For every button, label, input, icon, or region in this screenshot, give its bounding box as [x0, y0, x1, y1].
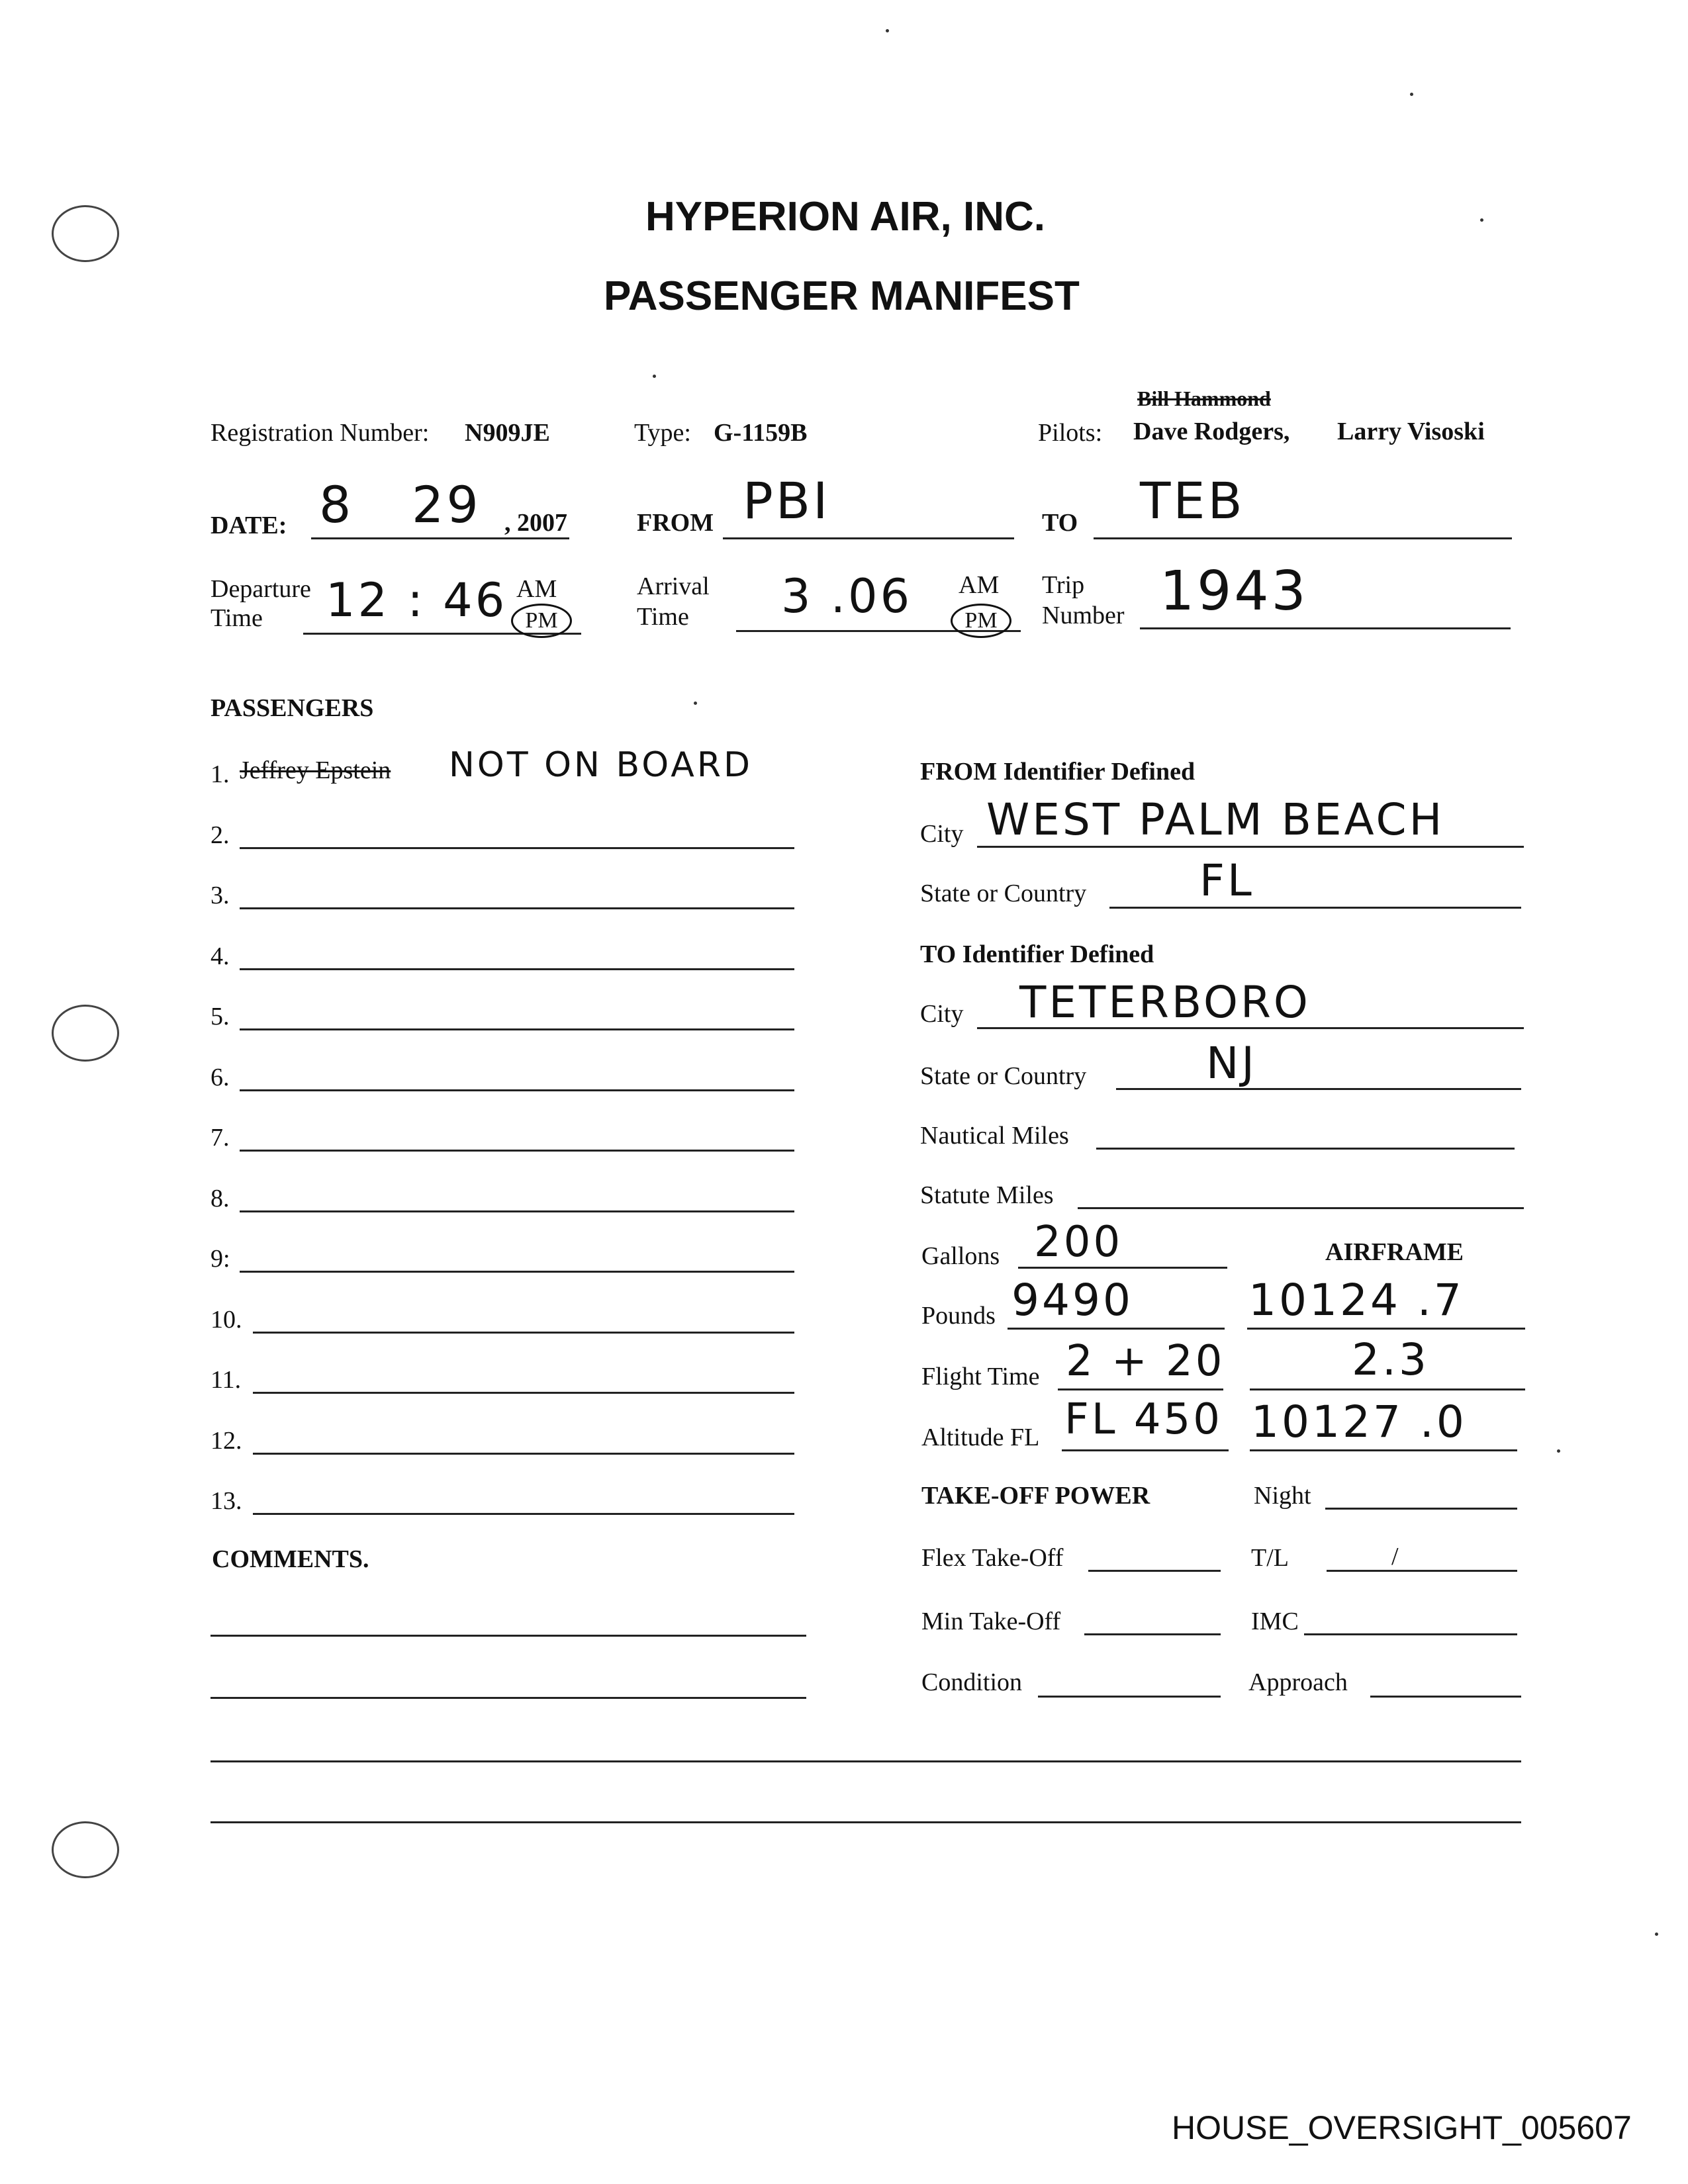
departure-label-1: Departure — [211, 575, 311, 603]
night-label: Night — [1254, 1482, 1311, 1510]
pounds-line — [1008, 1328, 1225, 1330]
flex-takeoff-label: Flex Take-Off — [921, 1544, 1064, 1572]
altitude-line — [1062, 1449, 1229, 1451]
to-label: TO — [1042, 509, 1078, 537]
binder-hole-top — [52, 205, 119, 262]
passenger-row-number: 5. — [211, 1003, 230, 1030]
departure-am: AM — [516, 575, 557, 603]
pilot-struck-name: Bill Hammond — [1137, 387, 1271, 410]
passenger-note: NOT ON BOARD — [449, 745, 753, 785]
altitude-value: FL 450 — [1064, 1395, 1223, 1444]
type-value: G-1159B — [714, 419, 808, 447]
condition-label: Condition — [921, 1668, 1023, 1696]
departure-pm-circled: PM — [511, 604, 572, 638]
passenger-row-number: 11. — [211, 1366, 242, 1394]
imc-label: IMC — [1251, 1608, 1299, 1635]
scan-speck — [1410, 93, 1413, 96]
pounds-label: Pounds — [921, 1302, 996, 1330]
nautical-miles-label: Nautical Miles — [920, 1122, 1069, 1150]
scan-speck — [694, 702, 697, 705]
passenger-row-number: 2. — [211, 821, 230, 849]
company-name: HYPERION AIR, INC. — [645, 194, 1045, 240]
statute-miles-label: Statute Miles — [920, 1181, 1054, 1209]
comments-line-1 — [211, 1635, 806, 1637]
gallons-label: Gallons — [921, 1242, 1000, 1270]
min-takeoff-line — [1084, 1633, 1221, 1635]
pilot-name-1: Dave Rodgers, — [1133, 418, 1290, 445]
to-city-label: City — [920, 1000, 964, 1028]
pilots-label: Pilots: — [1038, 419, 1103, 447]
from-line — [723, 537, 1014, 539]
passenger-row-number: 4. — [211, 942, 230, 970]
to-value: TEB — [1140, 471, 1245, 530]
to-city-value: TETERBORO — [1019, 977, 1311, 1028]
arrival-label-2: Time — [637, 603, 689, 631]
imc-line — [1304, 1633, 1517, 1635]
page-title: PASSENGER MANIFEST — [604, 273, 1080, 319]
arrival-am: AM — [959, 571, 1000, 599]
departure-label-2: Time — [211, 604, 263, 632]
passenger-row-line — [253, 1453, 794, 1455]
from-state-line — [1109, 907, 1521, 909]
passenger-row-number: 1. — [211, 760, 230, 788]
flight-time-label: Flight Time — [921, 1363, 1040, 1390]
from-label: FROM — [637, 509, 714, 537]
passenger-row-number: 9: — [211, 1245, 230, 1273]
from-city-label: City — [920, 820, 964, 848]
from-state-value: FL — [1199, 855, 1254, 906]
scan-speck — [1655, 1933, 1658, 1936]
date-line — [311, 537, 569, 539]
passenger-row-number: 8. — [211, 1185, 230, 1212]
type-label: Type: — [634, 419, 691, 447]
comments-line-3 — [211, 1760, 1521, 1762]
to-state-value: NJ — [1206, 1038, 1257, 1089]
scan-speck — [653, 375, 656, 378]
passenger-struck-name: Jeffrey Epstein — [240, 756, 391, 784]
pounds-value: 9490 — [1011, 1275, 1133, 1326]
to-identifier-heading: TO Identifier Defined — [920, 940, 1154, 968]
passenger-row-line — [240, 1028, 794, 1030]
altitude-airframe-value: 10127 .0 — [1251, 1396, 1467, 1447]
passenger-row-line — [240, 1271, 794, 1273]
passenger-row-number: 10. — [211, 1306, 242, 1334]
condition-line — [1038, 1696, 1221, 1698]
arrival-label-1: Arrival — [637, 572, 710, 600]
scan-speck — [1557, 1449, 1560, 1453]
date-label: DATE: — [211, 512, 287, 539]
trip-label-2: Number — [1042, 602, 1125, 629]
date-year: , 2007 — [504, 509, 567, 537]
passenger-row-line — [240, 847, 794, 849]
date-day: 29 — [412, 475, 481, 534]
trip-label-1: Trip — [1042, 571, 1085, 599]
night-line — [1325, 1508, 1517, 1510]
tl-value: / — [1391, 1543, 1399, 1570]
tl-label: T/L — [1251, 1544, 1289, 1572]
pounds-airframe-value: 10124 .7 — [1248, 1275, 1464, 1326]
flight-time-value: 2 + 20 — [1066, 1337, 1225, 1386]
to-line — [1094, 537, 1512, 539]
passenger-row-line — [253, 1513, 794, 1515]
passenger-row-line — [240, 907, 794, 909]
arrival-pm-circled: PM — [951, 604, 1011, 638]
statute-miles-line — [1078, 1207, 1524, 1209]
passenger-row-line — [253, 1392, 794, 1394]
tl-line — [1327, 1570, 1517, 1572]
passenger-row-line — [240, 968, 794, 970]
altitude-airframe-line — [1250, 1449, 1517, 1451]
approach-line — [1370, 1696, 1521, 1698]
passenger-row-number: 3. — [211, 882, 230, 909]
departure-value: 12 : 46 — [326, 573, 508, 627]
from-value: PBI — [743, 471, 831, 530]
registration-label: Registration Number: — [211, 419, 430, 447]
date-month: 8 — [319, 475, 354, 534]
binder-hole-bottom — [52, 1821, 119, 1878]
gallons-line — [1018, 1267, 1227, 1269]
comments-line-4 — [211, 1821, 1521, 1823]
pilot-name-2: Larry Visoski — [1337, 418, 1485, 445]
from-state-label: State or Country — [920, 880, 1087, 907]
flight-time-airframe-value: 2.3 — [1352, 1334, 1429, 1385]
bates-number: HOUSE_OVERSIGHT_005607 — [1172, 2109, 1632, 2146]
passenger-row-line — [240, 1210, 794, 1212]
passenger-row-number: 6. — [211, 1064, 230, 1091]
to-state-line — [1116, 1088, 1521, 1090]
approach-label: Approach — [1248, 1668, 1348, 1696]
nautical-miles-line — [1096, 1148, 1515, 1150]
takeoff-power-label: TAKE-OFF POWER — [921, 1482, 1150, 1510]
passenger-row-number: 7. — [211, 1124, 230, 1152]
min-takeoff-label: Min Take-Off — [921, 1608, 1061, 1635]
from-identifier-heading: FROM Identifier Defined — [920, 758, 1196, 786]
scan-speck — [886, 29, 889, 32]
comments-line-2 — [211, 1697, 806, 1699]
passenger-row-line — [253, 1332, 794, 1334]
passenger-row-line — [240, 1089, 794, 1091]
airframe-label: AIRFRAME — [1325, 1238, 1464, 1266]
trip-line — [1140, 627, 1511, 629]
to-state-label: State or Country — [920, 1062, 1087, 1090]
gallons-value: 200 — [1034, 1218, 1123, 1267]
flight-time-airframe-line — [1250, 1388, 1525, 1390]
from-city-value: WEST PALM BEACH — [986, 794, 1445, 845]
trip-value: 1943 — [1160, 560, 1309, 623]
pounds-airframe-line — [1247, 1328, 1525, 1330]
scan-speck — [1480, 218, 1483, 222]
passenger-row-number: 12. — [211, 1427, 242, 1455]
registration-value: N909JE — [465, 419, 550, 447]
passenger-row-number: 13. — [211, 1487, 242, 1515]
altitude-label: Altitude FL — [921, 1424, 1040, 1451]
from-city-line — [977, 846, 1524, 848]
binder-hole-middle — [52, 1005, 119, 1062]
flight-time-line — [1058, 1388, 1223, 1390]
comments-label: COMMENTS. — [212, 1545, 369, 1573]
passengers-heading: PASSENGERS — [211, 694, 374, 722]
arrival-value: 3 .06 — [781, 569, 913, 623]
passenger-row-line — [240, 1150, 794, 1152]
flex-takeoff-line — [1088, 1570, 1221, 1572]
